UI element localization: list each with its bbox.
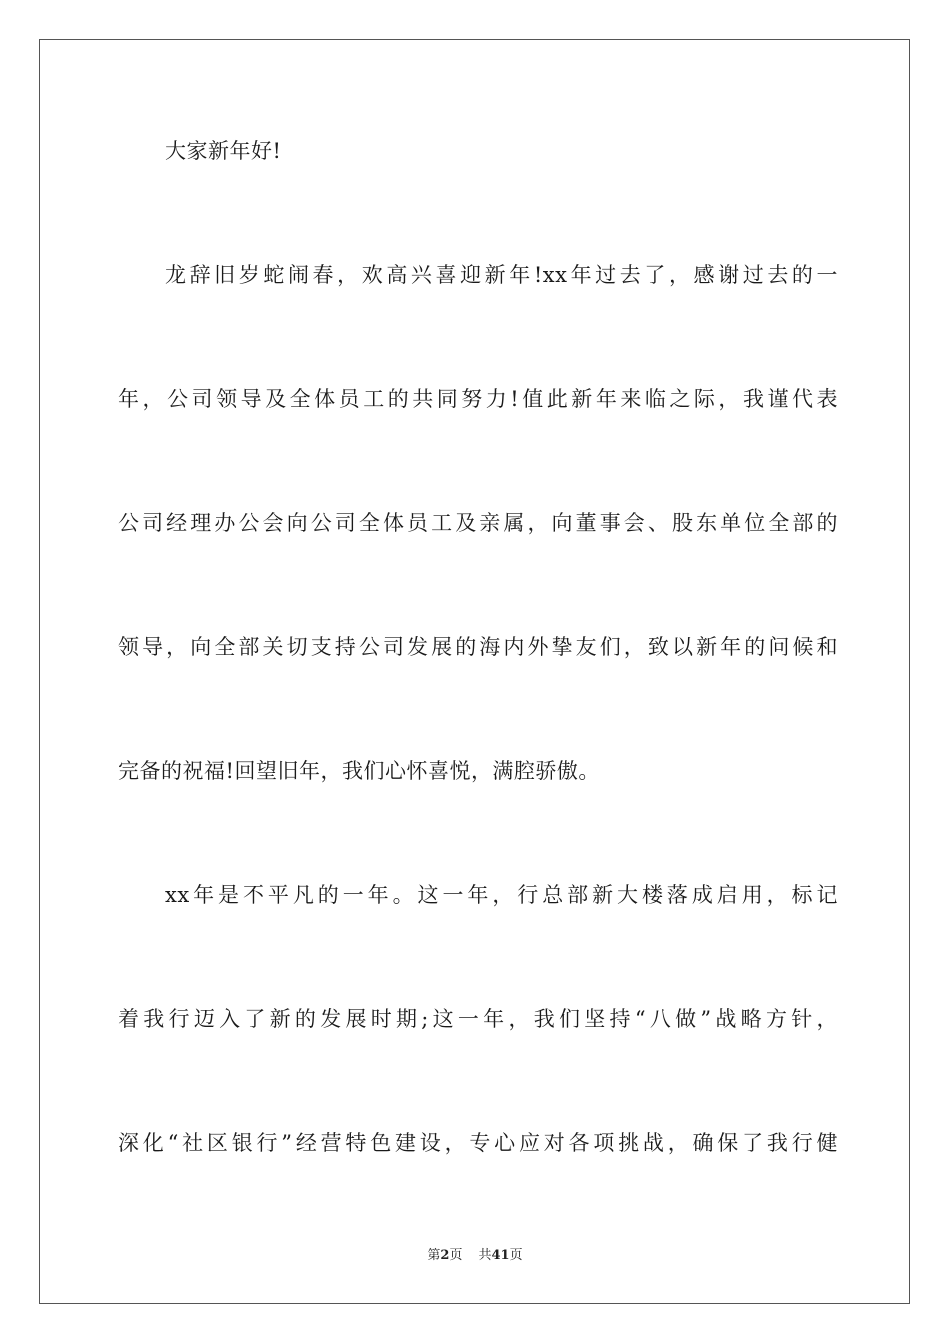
- page-border: [39, 39, 910, 1304]
- text-line-2: 龙辞旧岁蛇闹春，欢高兴喜迎新年!xx年过去了，感谢过去的一: [165, 263, 838, 287]
- text-line-5: 领导，向全部关切支持公司发展的海内外挚友们，致以新年的问候和: [118, 635, 838, 659]
- text-line-7: xx年是不平凡的一年。这一年，行总部新大楼落成启用，标记: [165, 883, 838, 907]
- page-prefix: 第: [427, 1248, 441, 1263]
- text-line-9: 深化“社区银行”经营特色建设，专心应对各项挑战，确保了我行健: [118, 1131, 838, 1155]
- total-suffix: 页: [509, 1248, 523, 1263]
- text-line-4: 公司经理办公会向公司全体员工及亲属，向董事会、股东单位全部的: [118, 511, 838, 535]
- page-number: 2: [440, 1248, 450, 1263]
- total-pages: 41: [491, 1248, 510, 1263]
- total-prefix: 共: [478, 1248, 492, 1263]
- text-line-8: 着我行迈入了新的发展时期;这一年，我们坚持“八做”战略方针，: [118, 1007, 838, 1031]
- text-line-6: 完备的祝福!回望旧年，我们心怀喜悦，满腔骄傲。: [118, 759, 600, 783]
- page-suffix: 页: [449, 1248, 463, 1263]
- page-footer: [0, 1247, 950, 1265]
- text-line-3: 年，公司领导及全体员工的共同努力!值此新年来临之际，我谨代表: [118, 387, 838, 411]
- text-line-1: 大家新年好!: [165, 139, 282, 163]
